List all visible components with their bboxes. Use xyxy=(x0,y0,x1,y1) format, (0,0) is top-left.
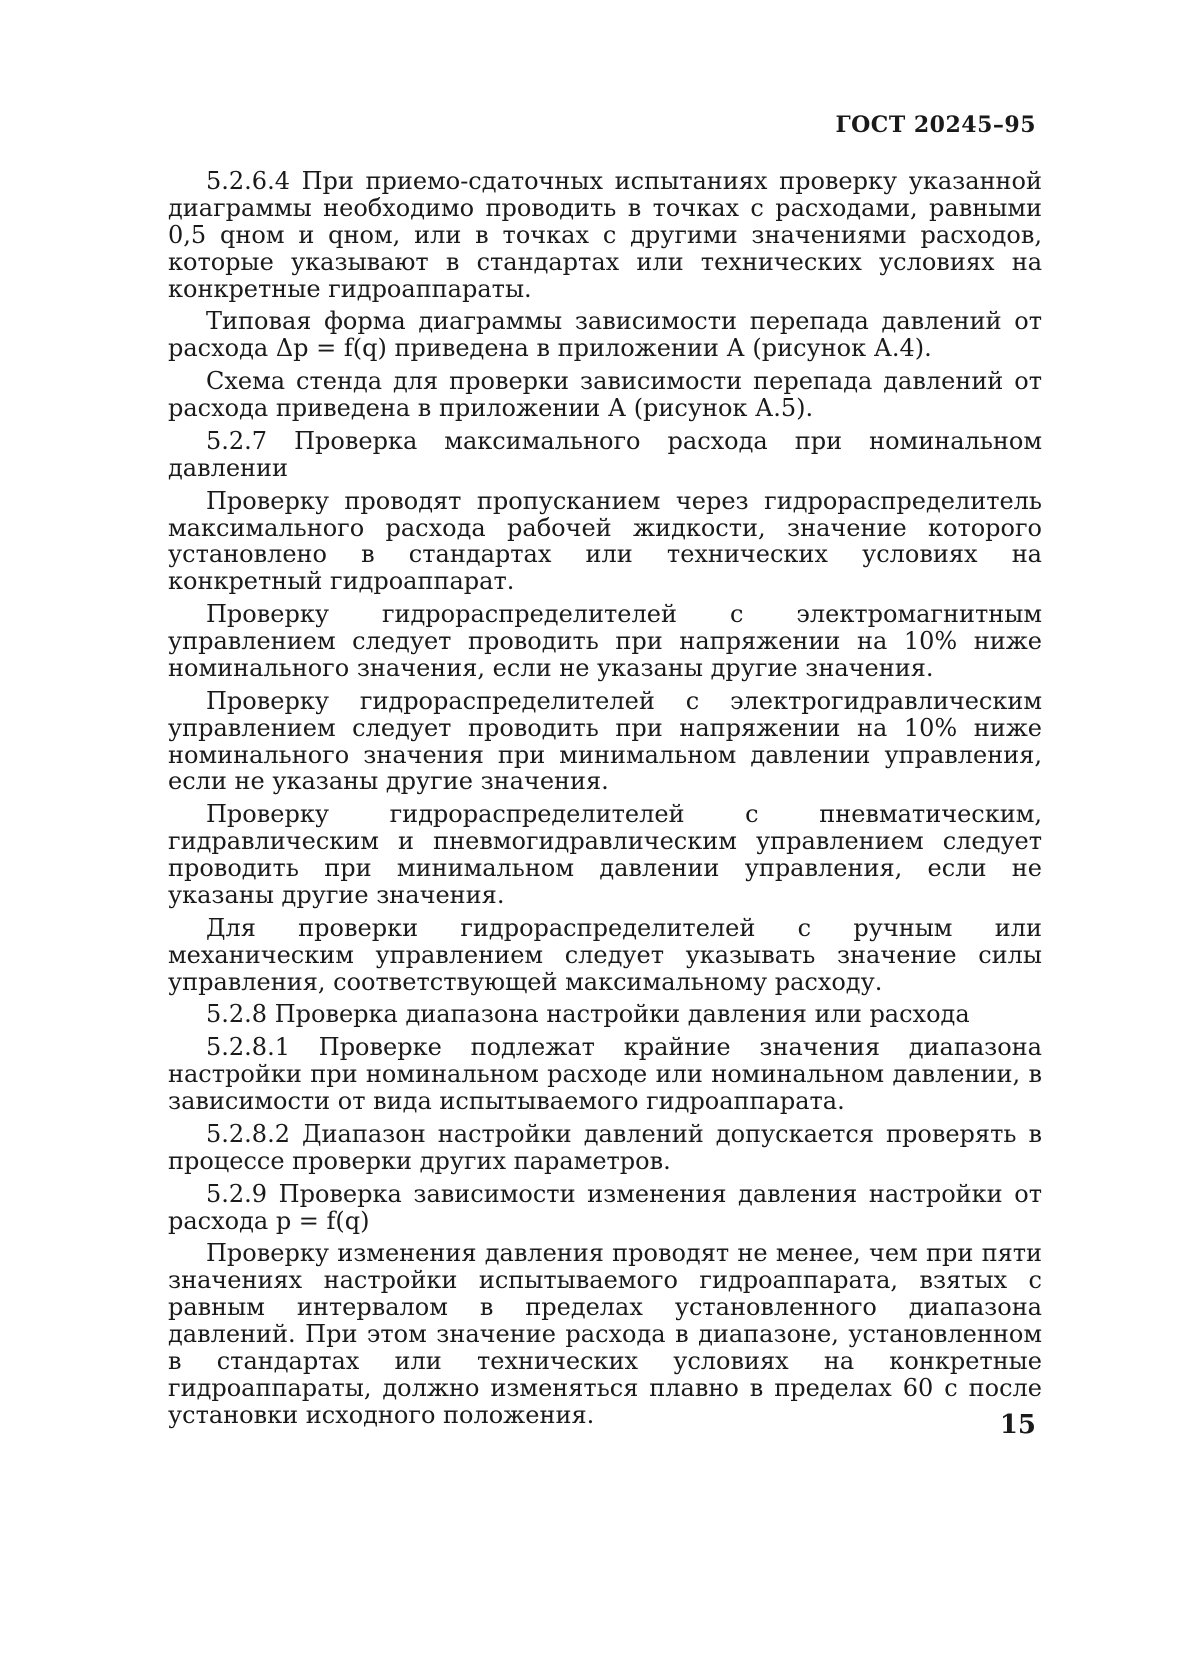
paragraph-typical-diagram: Типовая форма диаграммы зависимости перепада давлений от расхода Δp = f(q) приведена в приложении А (рисунок А.4). xyxy=(168,307,1042,363)
section-heading-5-2-7: 5.2.7 Проверка максимального расхода при номинальном давлении xyxy=(168,426,1042,482)
paragraph-stand-scheme: Схема стенда для проверки зависимости перепада давлений от расхода приведена в приложении А (рисунок А.5). xyxy=(168,367,1042,422)
document-body xyxy=(168,168,1042,1435)
page-number: 15 xyxy=(999,1410,1036,1440)
paragraph-electrohydraulic-control: Проверку гидрораспределителей с электрогидравлическим управлением следует проводить при напряжении на 10% ниже номинального значения при минимальном давлении управления, если не указаны другие значения. xyxy=(168,686,1042,796)
paragraph-manual-mechanical-control: Для проверки гидрораспределителей с ручным или механическим управлением следует указывать значение силы управления, соответствующей максимальному расходу. xyxy=(168,913,1042,996)
paragraph-5-2-8-2: 5.2.8.2 Диапазон настройки давлений допускается проверять в процессе проверки других параметров. xyxy=(168,1119,1042,1175)
paragraph-max-flow-check: Проверку проводят пропусканием через гидрораспределитель максимального расхода рабочей жидкости, значение которого установлено в стандартах или технических условиях на конкретный гидроаппарат. xyxy=(168,486,1042,596)
section-heading-5-2-8: 5.2.8 Проверка диапазона настройки давления или расхода xyxy=(206,1000,970,1029)
paragraph-pneumatic-hydraulic-control: Проверку гидрораспределителей с пневматическим, гидравлическим и пневмогидравлическим управлением следует проводить при минимальном давлении управления, если не указаны другие значения. xyxy=(168,800,1042,909)
document-header: ГОСТ 20245–95 xyxy=(835,112,1036,138)
paragraph-5-2-6-4: 5.2.6.4 При приемо-сдаточных испытаниях проверку указанной диаграммы необходимо проводить в точках с расходами, равными 0,5 qном и qном, или в точках с другими значениями расходов, которые указывают в стандартах или технических условиях на конкретные гидроаппараты. xyxy=(168,167,1042,303)
section-heading-5-2-9: 5.2.9 Проверка зависимости изменения давления настройки от расхода p = f(q) xyxy=(168,1179,1042,1235)
paragraph-pressure-change-check: Проверку изменения давления проводят не менее, чем при пяти значениях настройки испытываемого гидроаппарата, взятых с равным интервалом в пределах установленного диапазона давлений. При этом значение расхода в диапазоне, установленном в стандартах или технических условиях на конкретные гидроаппараты, должно изменяться плавно в пределах 60 с после установки исходного положения. xyxy=(168,1239,1042,1429)
paragraph-electromagnetic-control: Проверку гидрораспределителей с электромагнитным управлением следует проводить при напряжении на 10% ниже номинального значения, если не указаны другие значения. xyxy=(168,600,1042,682)
paragraph-5-2-8-1: 5.2.8.1 Проверке подлежат крайние значения диапазона настройки при номинальном расходе или номинальном давлении, в зависимости от вида испытываемого гидроаппарата. xyxy=(168,1033,1042,1115)
